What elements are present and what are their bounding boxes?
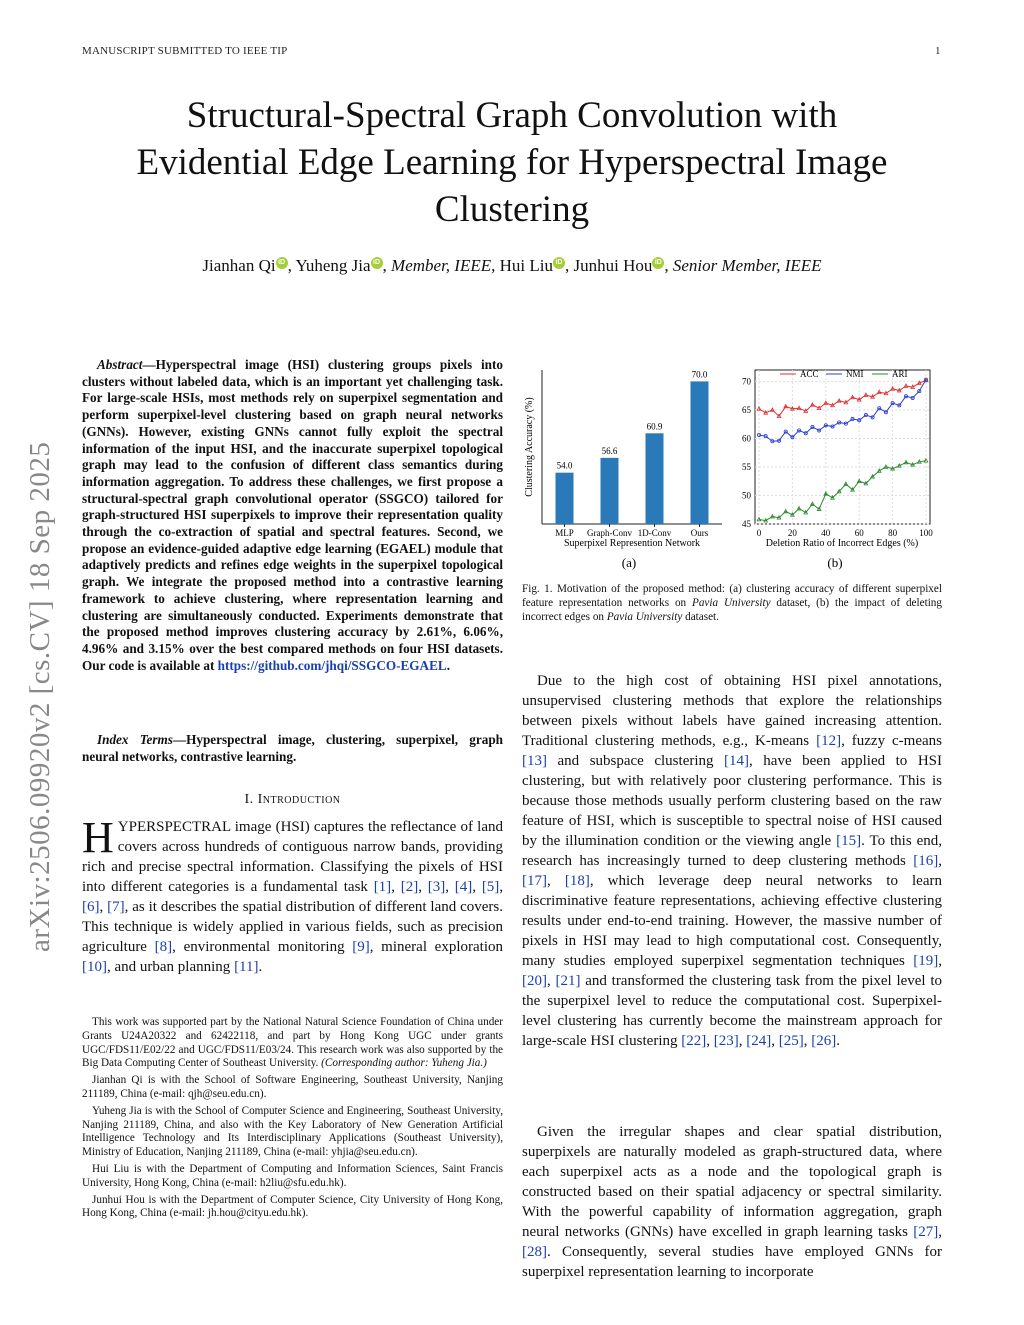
arxiv-stamp: arXiv:2506.09920v2 [cs.CV] 18 Sep 2025 — [24, 441, 56, 952]
data-point — [924, 459, 928, 462]
body-text: , mineral exploration — [369, 939, 503, 955]
series-line-ari — [759, 461, 926, 521]
citation-link[interactable]: [7] — [107, 899, 125, 915]
citation-link[interactable]: [12] — [816, 733, 842, 749]
x-tick-label: MLP — [555, 528, 574, 538]
citation-link[interactable]: [26] — [811, 1033, 837, 1049]
abstract-label: Abstract — [97, 357, 143, 372]
body-text: . — [836, 1033, 841, 1049]
citation-link[interactable]: [17] — [522, 873, 547, 889]
body-text: , which leverage deep neural networks to learn discriminative feature representations, achieving effective clustering results under end-to-end training. However, the massive number of pixels in HSI may lead to high computational cost. Consequently, many studies employed superpixel segmentation techniques — [522, 873, 942, 969]
author-name: Yuheng Jia — [295, 256, 371, 275]
legend-label: ARI — [892, 369, 908, 379]
citation-link[interactable]: [28] — [522, 1244, 547, 1260]
footnotes — [82, 1016, 503, 1224]
x-tick-label: Graph-Conv — [587, 528, 632, 538]
citation-link[interactable]: [24] — [746, 1033, 772, 1049]
citation-link[interactable]: [9] — [352, 939, 370, 955]
body-text: , fuzzy c-means — [841, 733, 942, 749]
bar-chart — [524, 369, 722, 549]
intro-paragraph-3: Given the irregular shapes and clear spatial distribution, superpixels are naturally modeled as graph-structured data, where each superpixel acts as a node and the topological graph is constructed based on their spatial adjacency or spectral similarity. With the powerful capability of information aggregation, graph neural networks (GNNs) have excelled in graph learning tasks [27], [28]. Consequently, several studies have employed GNNs for superpixel representation learning to incorporate — [522, 1124, 942, 1280]
abstract-text: —Hyperspectral image (HSI) clustering groups pixels into clusters without labeled data, which is an important yet challenging task. For large-scale HSIs, most methods rely on superpixel segmentation and perform superpixel-level clustering based on graph neural networks (GNNs). However, existing GNNs cannot fully exploit the spectral information of the input HSI, and the inaccurate superpixel topological graph may lead to the confusion of different class semantics during information aggregation. To address these challenges, we first propose a structural-spectral graph convolutional operator (SSGCO) tailored for graph-structured HSI superpixels to improve their representation quality through the co-extraction of spatial and spectral features. Second, we propose an evidence-guided adaptive edge learning (EGAEL) module that adaptively predicts and refines edge weights in the superpixel topological graph. We integrate the proposed method into a contrastive learning framework to achieve clustering, where representation learning and clustering are simultaneously conducted. Experiments demonstrate that the proposed method improves clustering accuracy by 2.61%, 6.06%, 4.96% and 3.15% over the best compared methods on four HSI datasets. Our code is available at — [82, 357, 503, 673]
index-terms-text: —Hyperspectral image, clustering, superpixel, graph neural networks, contrastive learning. — [82, 732, 503, 764]
y-axis-label: Clustering Accuracy (%) — [524, 397, 535, 497]
body-text: , and urban planning — [107, 959, 235, 975]
corresponding-author: (Corresponding author: Yuheng Jia.) — [321, 1057, 487, 1070]
body-text: , as it describes the spatial distribution of different land covers. This technique is widely applied in various fields, such as precision agriculture — [82, 899, 503, 955]
citation-link[interactable]: [19] — [913, 953, 939, 969]
citation-link[interactable]: [27] — [913, 1224, 939, 1240]
bar-value-label: 60.9 — [646, 421, 663, 432]
footnote-funding — [82, 1016, 503, 1071]
page-number: 1 — [935, 45, 941, 57]
citation-link[interactable]: [6] — [82, 899, 100, 915]
legend-label: NMI — [846, 369, 864, 379]
legend-label: ACC — [800, 369, 819, 379]
x-tick-label: 0 — [756, 528, 762, 538]
citation-link[interactable]: [23] — [713, 1033, 739, 1049]
body-text: Given the irregular shapes and clear spatial distribution, superpixels are naturally modeled as graph-structured data, where each superpixel acts as a node and the topological graph is constructed based on their spatial adjacency or spectral similarity. With the powerful capability of information aggregation, graph neural networks (GNNs) have excelled in graph learning tasks — [522, 1124, 942, 1240]
orcid-icon[interactable]: iD — [276, 257, 288, 269]
abstract-end: . — [446, 657, 450, 673]
caption-text: dataset, (b) the impact of deleting incorrect edges on — [522, 597, 942, 623]
citation-link[interactable]: [20] — [522, 973, 547, 989]
citation-link[interactable]: [16] — [913, 853, 939, 869]
citation-link[interactable]: [14] — [724, 753, 750, 769]
citation-link[interactable]: [13] — [522, 753, 547, 769]
abstract — [82, 357, 503, 674]
body-text: . — [258, 959, 263, 975]
title-line-1: Structural-Spectral Graph Convolution with — [186, 95, 838, 136]
caption-text: dataset. — [682, 611, 719, 623]
y-tick-label: 60 — [742, 433, 751, 444]
x-axis-label: Superpixel Represention Network — [563, 538, 701, 549]
bar — [556, 473, 574, 524]
body-text: . Consequently, several studies have employed GNNs for superpixel representation learning to incorporate — [522, 1244, 942, 1280]
bar-value-label: 70.0 — [691, 369, 708, 380]
bar — [691, 381, 709, 524]
bar — [646, 433, 664, 524]
figure-caption — [522, 582, 942, 624]
citation-link[interactable]: [1] — [373, 879, 392, 895]
x-axis-label: Deletion Ratio of Incorrect Edges (%) — [765, 538, 919, 549]
title-line-3: Clustering — [434, 189, 590, 230]
footnote-affiliation: Junhui Hou is with the Department of Computer Science, City University of Hong Kong, Hong Kong, China (e-mail: jh.hou@cityu.edu.hk). — [82, 1193, 503, 1220]
x-tick-label: Ours — [690, 528, 709, 538]
y-tick-label: 55 — [742, 461, 751, 472]
plot-frame — [755, 370, 930, 524]
x-tick-label: 60 — [854, 528, 864, 538]
footnote-affiliation: Jianhan Qi is with the School of Software Engineering, Southeast University, Nanjing 211189, China (e-mail: qjh@seu.edu.cn). — [82, 1074, 503, 1100]
figure-1 — [522, 362, 952, 574]
author-role: Member, IEEE, — [391, 256, 496, 275]
citation-link[interactable]: [11] — [234, 959, 259, 975]
caption-prefix: Fig. 1. — [522, 583, 553, 595]
citation-link[interactable]: [3] — [427, 879, 446, 895]
running-header: MANUSCRIPT SUBMITTED TO IEEE TIP — [82, 45, 288, 57]
paper-title — [60, 92, 964, 233]
body-text: , environmental monitoring — [172, 939, 353, 955]
bar-value-label: 54.0 — [556, 460, 573, 471]
body-text: YPERSPECTRAL image (HSI) captures the reflectance of land covers across hundreds of contiguous narrow bands, providing rich and precise spectral information. Classifying the pixels of HSI into different categories is a fundamental task — [82, 819, 503, 895]
caption-text: Motivation of the proposed method: (a) clustering accuracy of different superpixel feature representation networks on — [522, 583, 942, 609]
citation-link[interactable]: [2] — [400, 879, 419, 895]
caption-dataset: Pavia University — [606, 611, 683, 623]
intro-paragraph: HYPERSPECTRAL image (HSI) captures the reflectance of land covers across hundreds of contiguous narrow bands, providing rich and precise spectral information. Classifying the pixels of HSI into different categories is a fundamental task [1], [2], [3], [4], [5], [6], [7], as it describes the spatial distribution of different land covers. This technique is widely applied in various fields, such as precision agriculture [8], environmental monitoring [9], mineral exploration [10], and urban planning [11]. — [82, 813, 504, 975]
intro-paragraph-2: Due to the high cost of obtaining HSI pixel annotations, unsupervised clustering methods that explore the relationships between pixels without labels have gained increasing attention. Traditional clustering methods, e.g., K-means [12], fuzzy c-means [13] and subspace clustering [14], have been applied to HSI clustering, but with relatively poor clustering performance. This is because those methods usually perform clustering based on the raw feature of HSI, which is susceptible to spectral noise of HSI caused by the illumination condition or the viewing angle [15]. To this end, research has increasingly turned to deep clustering methods [16], [17], [18], which leverage deep neural networks to learn discriminative feature representations, achieving effective clustering results under end-to-end training. However, the massive number of pixels in HSI may lead to high computational cost. Consequently, many studies employed superpixel segmentation techniques [19], [20], [21] and transformed the clustering task from the pixel level to the superpixel level to reduce the computational cost. Superpixel-level clustering has currently become the mainstream approach for large-scale HSI clustering [22], [23], [24], [25], [26]. — [522, 673, 943, 1049]
series-line-acc — [759, 380, 926, 416]
section-heading — [82, 792, 503, 808]
y-tick-label: 70 — [742, 376, 751, 387]
line-chart — [742, 369, 933, 549]
citation-link[interactable]: [18] — [564, 873, 590, 889]
author-name: Jianhan Qi — [202, 256, 276, 275]
y-tick-label: 45 — [742, 519, 751, 529]
body-text: , have been applied to HSI clustering, but with relatively poor clustering performance. This is because those methods usually perform clustering based on the raw feature of HSI, which is susceptible to spectral noise of HSI caused by the illumination condition or the viewing angle — [522, 753, 942, 849]
title-line-2: Evidential Edge Learning for Hyperspectral Image — [136, 142, 888, 183]
x-tick-label: 1D-Conv — [637, 528, 672, 538]
code-link[interactable]: https://github.com/jhqi/SSGCO-EGAEL — [217, 657, 447, 673]
x-tick-label: 100 — [919, 528, 933, 538]
citation-link[interactable]: [15] — [836, 833, 862, 849]
author-list: Jianhan Qi iD , Yuheng Jia iD , Member, IEEE, Hui Liu iD , Junhui Hou iD , Senior Member, IEEE — [202, 256, 822, 275]
footnote-text: This work was supported part by the National Natural Science Foundation of China under Grants U24A20322 and 62422118, and part by Hong Kong UGC under grants UGC/FDS11/E02/22 and UGC/FDS11/E03/24. This research work was also supported by the Big Data Computing Center of Southeast University. — [82, 1016, 503, 1070]
subfig-label-a: (a) — [621, 555, 637, 570]
citation-link[interactable]: [22] — [681, 1033, 707, 1049]
footnote-affiliation: Yuheng Jia is with the School of Computer Science and Engineering, Southeast University, Nanjing 211189, China, and also with the Key Laboratory of New Generation Artificial Intelligence Technology and Its Interdisciplinary Applications (Southeast University), Ministry of Education, Nanjing 211189, China (e-mail: yhjia@seu.edu.cn). — [82, 1104, 503, 1159]
citation-link[interactable]: [10] — [82, 959, 107, 975]
body-text: Due to the high cost of obtaining HSI pixel annotations, unsupervised clustering methods that explore the relationships between pixels without labels have gained increasing attention. Traditional clustering methods, e.g., K-means — [522, 673, 942, 749]
orcid-icon[interactable]: iD — [652, 257, 664, 269]
body-text: . To this end, research has increasingly turned to deep clustering methods — [522, 833, 942, 869]
index-terms — [82, 732, 503, 765]
orcid-icon[interactable]: iD — [553, 257, 565, 269]
body-text: and subspace clustering — [547, 753, 725, 769]
x-tick-label: 80 — [888, 528, 898, 538]
subfig-label-b: (b) — [827, 555, 843, 570]
bar — [601, 458, 619, 524]
citation-link[interactable]: [5] — [481, 879, 500, 895]
citation-link[interactable]: [4] — [454, 879, 473, 895]
section-number: I. — [244, 792, 258, 807]
index-terms-label: Index Terms — [97, 732, 173, 747]
footnote-affiliation: Hui Liu is with the Department of Computing and Information Sciences, Saint Francis University, Hong Kong, China (e-mail: h2liu@sfu.edu.hk). — [82, 1162, 503, 1189]
x-tick-label: 20 — [787, 528, 797, 538]
orcid-icon[interactable]: iD — [371, 257, 383, 269]
citation-link[interactable]: [8] — [154, 939, 173, 955]
x-tick-label: 40 — [821, 528, 831, 538]
y-tick-label: 50 — [742, 490, 751, 501]
section-title: Introduction — [257, 792, 341, 807]
bar-value-label: 56.6 — [601, 445, 618, 456]
author-role: Senior Member, IEEE — [672, 256, 822, 275]
citation-link[interactable]: [25] — [778, 1033, 804, 1049]
citation-link[interactable]: [21] — [555, 973, 581, 989]
author-name: Junhui Hou — [573, 256, 653, 275]
drop-cap: H — [82, 813, 114, 862]
body-text: and transformed the clustering task from the pixel level to the superpixel level to reduce the computational cost. Superpixel-level clustering has currently become the mainstream approach for large-scale HSI clustering — [522, 973, 943, 1049]
author-name: Hui Liu — [499, 256, 553, 275]
caption-dataset: Pavia University — [692, 597, 771, 609]
y-tick-label: 65 — [742, 404, 751, 415]
